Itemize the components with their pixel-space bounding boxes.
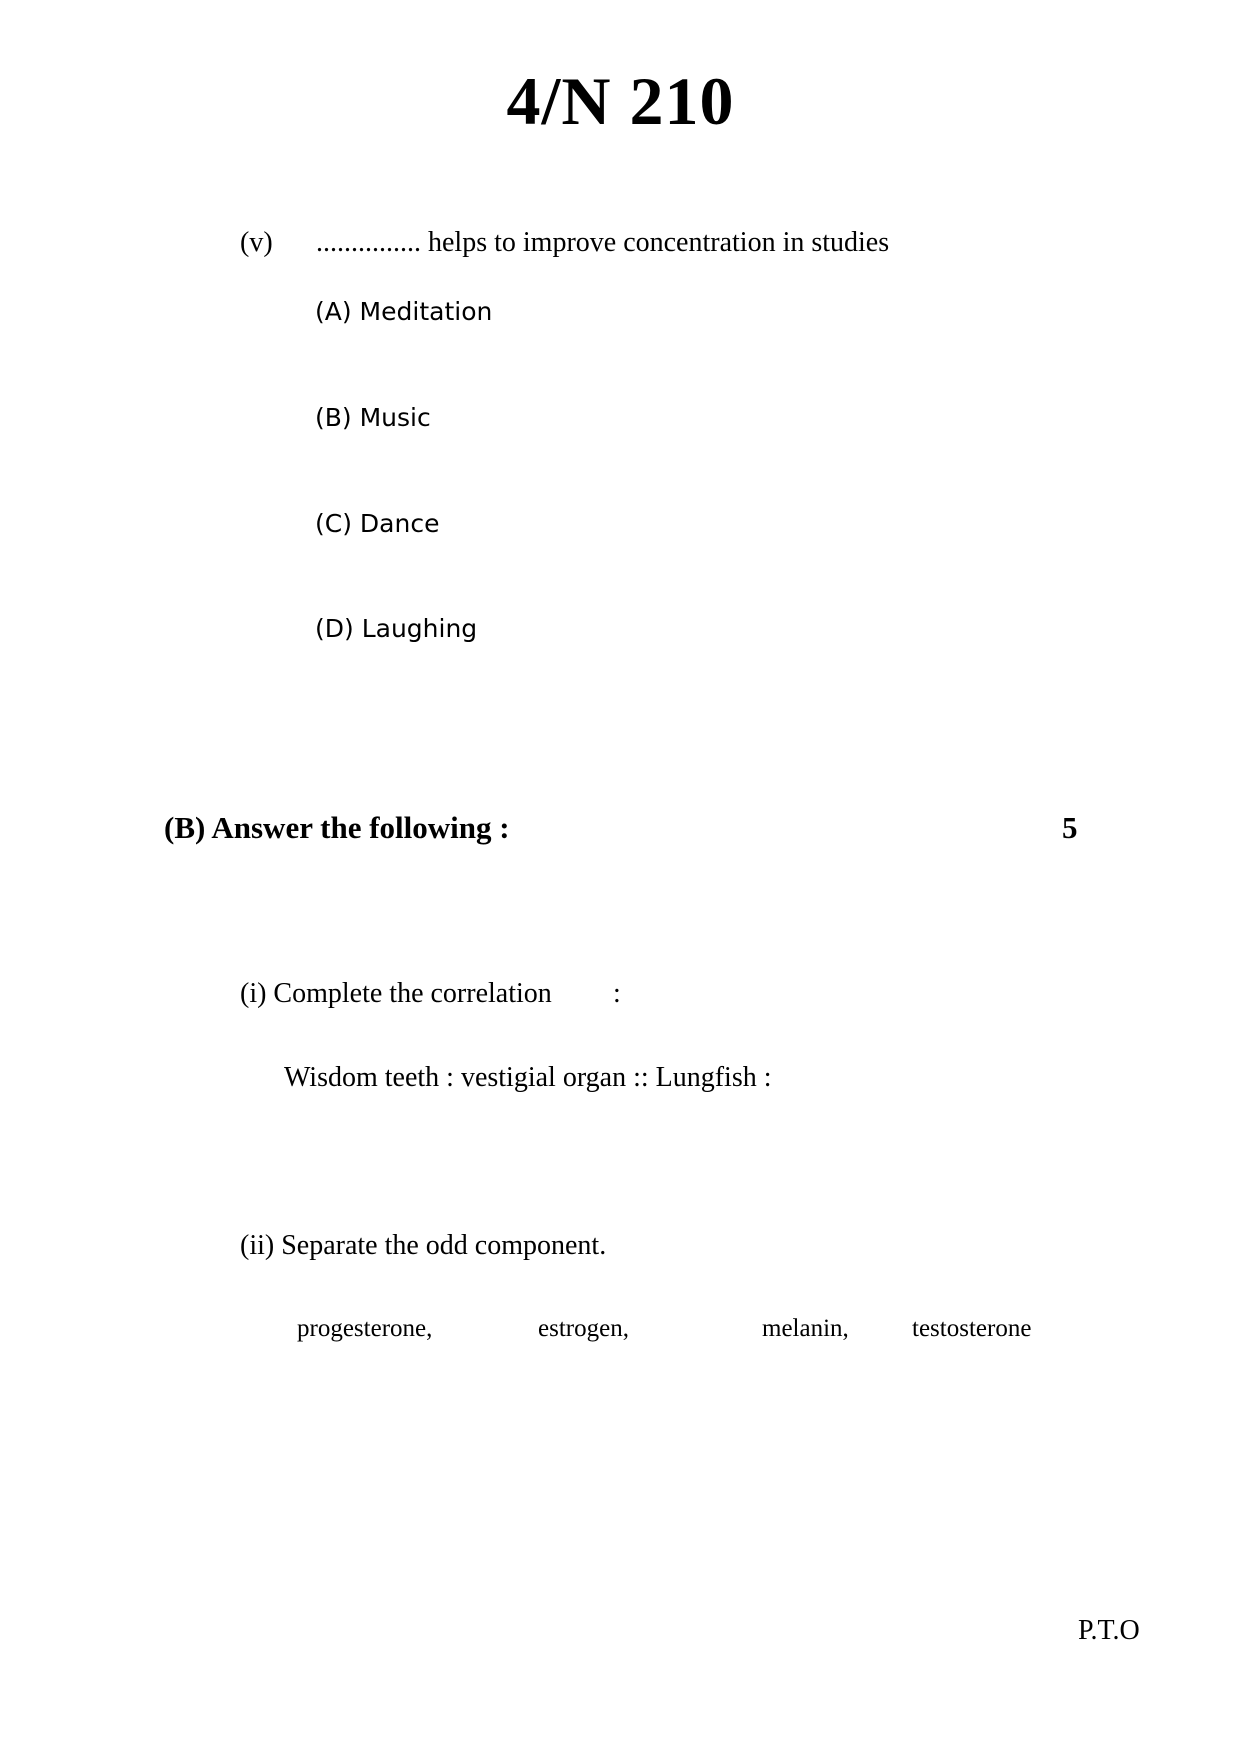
word-estrogen: estrogen, (538, 1315, 629, 1342)
section-b-marks: 5 (1062, 810, 1078, 845)
question-i-statement: Wisdom teeth : vestigial organ :: Lungfish : (284, 1062, 772, 1093)
question-i-colon: : (613, 978, 621, 1009)
word-testosterone: testosterone (912, 1315, 1032, 1342)
word-melanin: melanin, (762, 1315, 849, 1342)
question-ii-prompt: (ii) Separate the odd component. (240, 1230, 607, 1261)
option-a: (A) Meditation (315, 297, 493, 326)
question-v-number: (v) (240, 227, 273, 258)
option-b: (B) Music (315, 403, 431, 432)
question-v-text: ............... helps to improve concentration in studies (316, 227, 890, 258)
section-b-heading: (B) Answer the following : (164, 810, 510, 845)
question-i-prompt: (i) Complete the correlation (240, 978, 552, 1009)
option-c: (C) Dance (315, 509, 440, 538)
word-progesterone: progesterone, (297, 1315, 433, 1342)
pto-marker: P.T.O (1078, 1615, 1140, 1646)
option-d: (D) Laughing (315, 614, 478, 643)
page-title: 4/N 210 (506, 63, 735, 139)
